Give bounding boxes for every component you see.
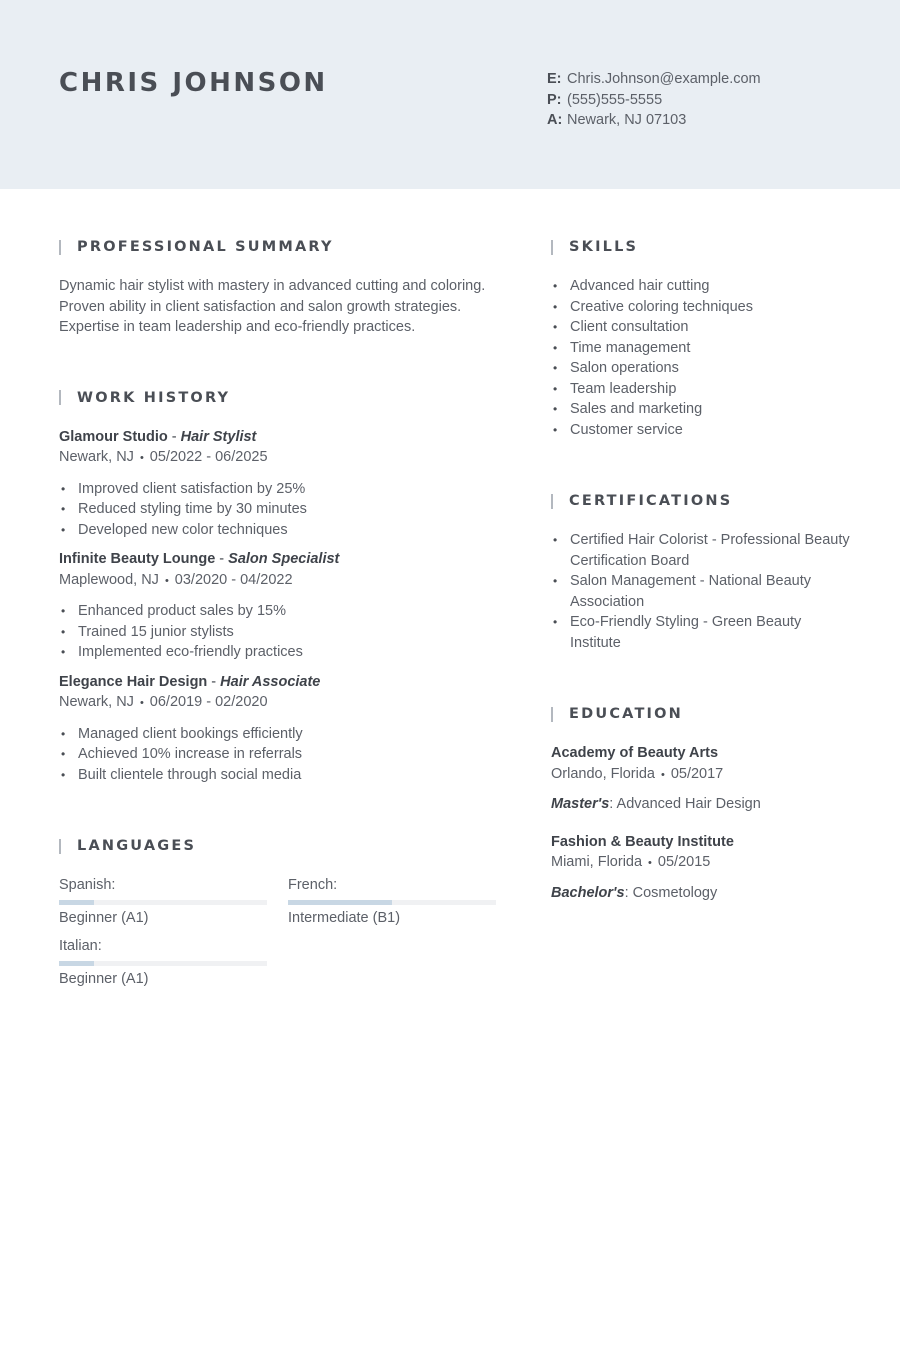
contact-address xyxy=(547,110,761,131)
skills-heading xyxy=(551,237,851,257)
job-dates: 06/2019 - 02/2020 xyxy=(149,694,268,710)
skill-item: • Creative coloring techniques xyxy=(551,297,851,318)
heading-bar xyxy=(551,707,553,722)
skill-item: • Salon operations xyxy=(551,358,851,379)
certification-item: • Salon Management - National Beauty Association xyxy=(551,571,851,612)
degree-type: Master's xyxy=(551,796,610,812)
skill-item: • Time management xyxy=(551,338,851,359)
job-separator: - xyxy=(167,428,181,445)
work-heading-text: WORK HISTORY xyxy=(77,389,231,406)
summary-heading-text: PROFESSIONAL SUMMARY xyxy=(77,239,334,255)
certifications-heading-text: CERTIFICATIONS xyxy=(569,493,733,509)
dot-separator: • xyxy=(660,768,665,781)
job-meta xyxy=(59,447,499,469)
summary-text: Dynamic hair stylist with mastery in advanced cutting and coloring. Proven ability in client satisfaction and salon growth strategies. Expertise in team leadership and eco-friendly practices. xyxy=(59,278,486,335)
education-meta xyxy=(551,852,851,874)
skill-item: • Sales and marketing xyxy=(551,399,851,420)
language-name: French: xyxy=(288,877,338,893)
education-entry xyxy=(551,743,851,815)
right-column xyxy=(551,237,851,903)
education-location: Orlando, Florida xyxy=(551,765,655,782)
proficiency-track xyxy=(288,900,496,905)
job-dates: 03/2020 - 04/2022 xyxy=(174,571,293,588)
job-bullets xyxy=(59,601,499,663)
languages-list xyxy=(59,875,499,985)
job-bullets xyxy=(59,724,499,786)
job-bullet: • Implemented eco-friendly practices xyxy=(59,642,499,663)
job-location: Maplewood, NJ xyxy=(59,571,159,588)
education-school: Academy of Beauty Arts xyxy=(551,745,719,761)
summary-heading xyxy=(59,237,499,257)
skills-heading-text: SKILLS xyxy=(569,239,639,255)
skill-item: • Team leadership xyxy=(551,379,851,400)
job-company: Elegance Hair Design xyxy=(59,673,208,690)
job-entry xyxy=(59,549,499,663)
skill-item: • Customer service xyxy=(551,420,851,441)
job-title xyxy=(59,549,499,570)
job-dates: 05/2022 - 06/2025 xyxy=(149,449,268,465)
contact-email-label: E: xyxy=(547,71,562,87)
language-level: Intermediate (B1) xyxy=(288,910,401,926)
education-degree xyxy=(551,794,851,815)
education-date: 05/2015 xyxy=(657,854,711,870)
education-degree xyxy=(551,883,851,904)
language-item xyxy=(288,875,496,928)
contact-phone xyxy=(547,90,761,111)
job-role: Hair Stylist xyxy=(180,428,257,445)
job-bullet: • Achieved 10% increase in referrals xyxy=(59,744,499,765)
job-bullet: • Enhanced product sales by 15% xyxy=(59,601,499,622)
job-meta xyxy=(59,692,499,714)
job-bullet: • Improved client satisfaction by 25% xyxy=(59,479,499,500)
job-bullet: • Trained 15 junior stylists xyxy=(59,622,499,643)
degree-field: : Cosmetology xyxy=(624,884,718,901)
dot-separator: • xyxy=(648,857,652,869)
heading-bar xyxy=(551,494,553,509)
language-level: Beginner (A1) xyxy=(59,910,149,926)
contact-email-value: Chris.Johnson@example.com xyxy=(567,71,761,87)
job-bullet: • Managed client bookings efficiently xyxy=(59,724,499,745)
resume-header xyxy=(0,0,900,189)
job-separator: - xyxy=(215,551,229,567)
language-item xyxy=(59,936,267,989)
job-bullets xyxy=(59,479,499,541)
job-role: Salon Specialist xyxy=(228,551,340,567)
language-item xyxy=(59,875,267,928)
job-bullet: • Built clientele through social media xyxy=(59,765,499,786)
degree-type: Bachelor's xyxy=(551,884,625,901)
education-location: Miami, Florida xyxy=(551,854,643,870)
job-title xyxy=(59,672,499,693)
job-company: Glamour Studio xyxy=(59,428,168,445)
dot-separator: • xyxy=(139,452,144,464)
skill-item: • Client consultation xyxy=(551,317,851,338)
education-meta xyxy=(551,764,851,786)
job-bullet: • Reduced styling time by 30 minutes xyxy=(59,499,499,520)
job-company: Infinite Beauty Lounge xyxy=(59,551,216,567)
certifications-heading xyxy=(551,491,851,511)
certifications-list xyxy=(551,530,851,653)
education-heading xyxy=(551,704,851,724)
certification-item: • Eco-Friendly Styling - Green Beauty Institute xyxy=(551,612,851,653)
education-heading-text: EDUCATION xyxy=(569,706,684,722)
contact-phone-label: P: xyxy=(547,91,562,108)
certification-item: • Certified Hair Colorist - Professional Beauty Certification Board xyxy=(551,530,851,571)
job-location: Newark, NJ xyxy=(59,449,134,465)
degree-field: : Advanced Hair Design xyxy=(609,796,761,812)
skills-list xyxy=(551,276,851,440)
education-school: Fashion & Beauty Institute xyxy=(551,833,734,850)
dot-separator: • xyxy=(164,574,169,587)
job-entry xyxy=(59,672,499,786)
dot-separator: • xyxy=(139,697,144,709)
contact-address-value: Newark, NJ 07103 xyxy=(567,112,687,128)
language-level: Beginner (A1) xyxy=(59,971,149,987)
job-meta xyxy=(59,570,499,592)
languages-heading xyxy=(59,836,499,856)
candidate-name: CHRIS JOHNSON xyxy=(59,68,328,98)
job-role: Hair Associate xyxy=(220,673,321,690)
heading-bar xyxy=(59,390,61,405)
work-heading xyxy=(59,388,499,408)
job-bullet: • Developed new color techniques xyxy=(59,520,499,541)
proficiency-track xyxy=(59,900,267,905)
education-entry xyxy=(551,832,851,904)
heading-bar xyxy=(59,839,61,854)
language-name: Italian: xyxy=(59,938,102,954)
contact-email xyxy=(547,69,761,90)
proficiency-fill xyxy=(288,900,392,905)
proficiency-track xyxy=(59,961,267,966)
job-separator: - xyxy=(207,673,221,690)
contact-address-label: A: xyxy=(547,112,563,128)
education-date: 05/2017 xyxy=(670,765,724,782)
heading-bar xyxy=(551,240,553,255)
contact-phone-value: (555)555-5555 xyxy=(567,91,663,108)
job-location: Newark, NJ xyxy=(59,694,134,710)
proficiency-fill xyxy=(59,900,94,905)
languages-heading-text: LANGUAGES xyxy=(77,838,197,854)
skill-item: • Advanced hair cutting xyxy=(551,276,851,297)
heading-bar xyxy=(59,240,61,255)
left-column xyxy=(59,237,499,985)
job-entry xyxy=(59,427,499,541)
language-name: Spanish: xyxy=(59,877,116,893)
contact-info xyxy=(547,69,761,131)
proficiency-fill xyxy=(59,961,94,966)
job-title xyxy=(59,427,499,448)
